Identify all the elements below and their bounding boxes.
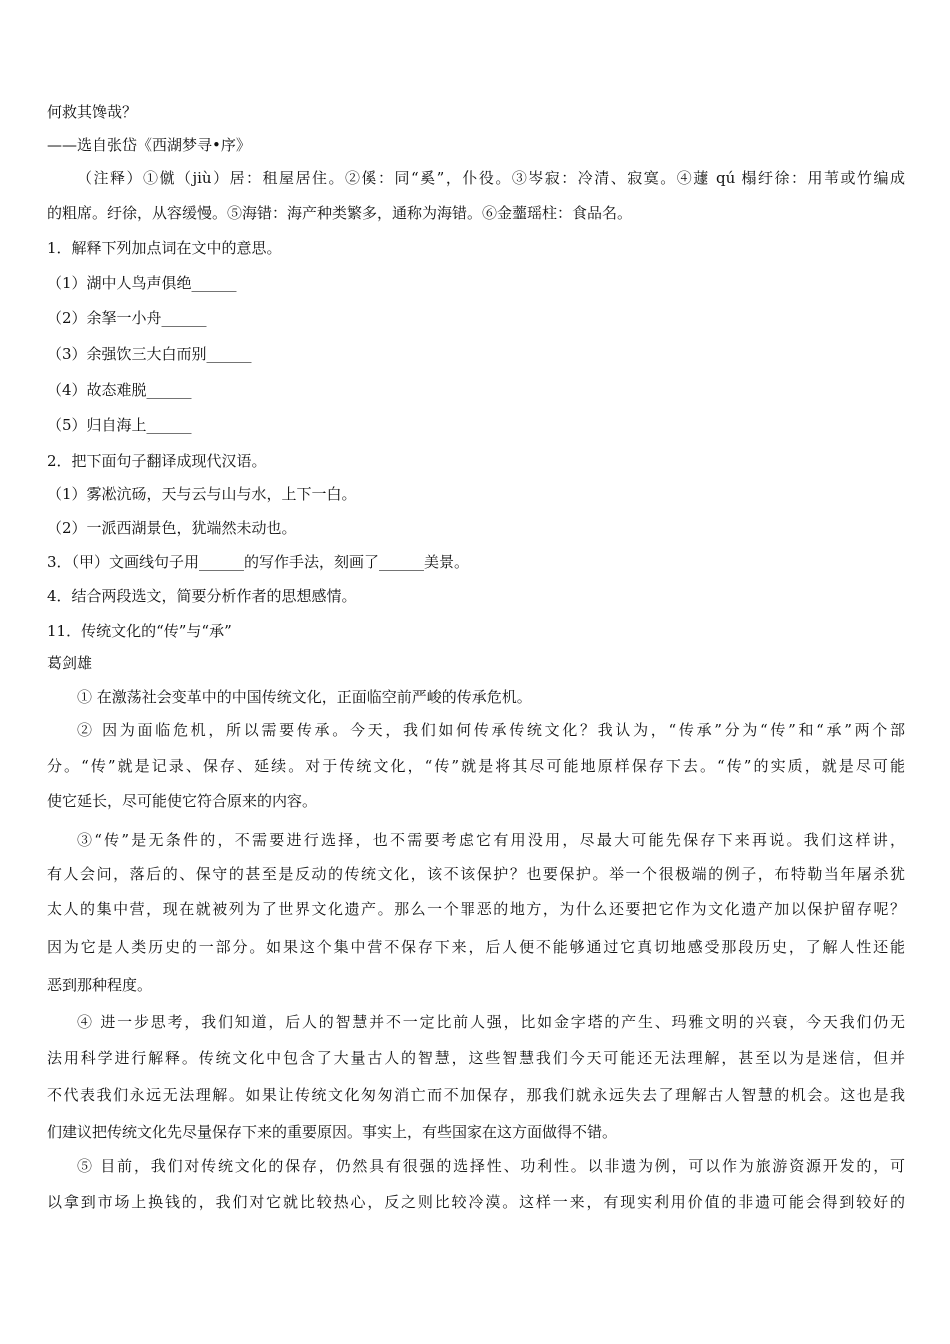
question-1-item: （3）余强饮三大白而别______: [47, 345, 252, 363]
article-author: 葛剑雄: [47, 654, 93, 672]
paragraph-4: 法用科学进行解释。传统文化中包含了大量古人的智慧，这些智慧我们今天可能还无法理解，甚至以为是迷信，但并: [47, 1049, 905, 1067]
paragraph-4: 不代表我们永远无法理解。如果让传统文化匆匆消亡而不加保存，那我们就永远失去了理解古人智慧的机会。这也是我: [47, 1086, 905, 1104]
paragraph-1: ① 在激荡社会变革中的中国传统文化，正面临空前严峻的传承危机。: [77, 688, 532, 706]
paragraph-5: ⑤ 目前，我们对传统文化的保存，仍然具有很强的选择性、功利性。以非遗为例，可以作为旅游资源开发的，可: [77, 1157, 905, 1175]
question-4: 4．结合两段选文，简要分析作者的思想感情。: [47, 587, 357, 605]
question-1-item: （2）余拏一小舟______: [47, 309, 207, 327]
annotation-line: 的粗席。纡徐，从容缓慢。⑤海错：海产种类繁多，通称为海错。⑥金虀瑶柱：食品名。: [47, 204, 633, 222]
paragraph-3: 恶到那种程度。: [47, 976, 153, 994]
question-1-item: （4）故态难脱______: [47, 381, 192, 399]
paragraph-3: 有人会问，落后的、保守的甚至是反动的传统文化，该不该保护？也要保护。举一个很极端的例子，布特勒当年屠杀犹: [47, 865, 905, 883]
paragraph-2: 分。“传”就是记录、保存、延续。对于传统文化，“传”就是将其尽可能地原样保存下去。“传”的实质，就是尽可能: [47, 757, 905, 775]
article-title: 11．传统文化的“传”与“承”: [47, 622, 232, 640]
paragraph-2: ② 因为面临危机，所以需要传承。今天，我们如何传承传统文化？我认为，“传承”分为“传”和“承”两个部: [77, 721, 905, 739]
paragraph-2: 使它延长，尽可能使它符合原来的内容。: [47, 792, 318, 810]
paragraph-5: 以拿到市场上换钱的，我们对它就比较热心，反之则比较冷漠。这样一来，有现实利用价值的非遗可能会得到较好的: [47, 1193, 905, 1211]
question-3: 3．（甲）文画线句子用______的写作手法，刻画了______美景。: [47, 553, 470, 571]
question-2: 2．把下面句子翻译成现代汉语。: [47, 452, 267, 470]
question-1-item: （1）湖中人鸟声俱绝______: [47, 274, 237, 292]
paragraph-3: ③“传”是无条件的，不需要进行选择，也不需要考虑它有用没用，尽最大可能先保存下来再说。我们这样讲，: [77, 831, 905, 849]
annotation-line: （注释）①僦（jiù）居：租屋居住。②傒：同“奚”，仆役。③岑寂：冷清、寂寞。④蘧 qú 榻纡徐：用苇或竹编成: [77, 169, 905, 187]
paragraph-3: 因为它是人类历史的一部分。如果这个集中营不保存下来，后人便不能够通过它真切地感受那段历史，了解人性还能: [47, 938, 905, 956]
question-1: 1．解释下列加点词在文中的意思。: [47, 239, 282, 257]
text-line: 何救其馋哉？: [47, 103, 138, 121]
source-citation: ——选自张岱《西湖梦寻•序》: [47, 136, 251, 154]
paragraph-4: ④ 进一步思考，我们知道，后人的智慧并不一定比前人强，比如金字塔的产生、玛雅文明的兴衰，今天我们仍无: [77, 1013, 905, 1031]
question-2-item: （2）一派西湖景色，犹端然未动也。: [47, 519, 297, 537]
question-2-item: （1）雾凇沆砀，天与云与山与水，上下一白。: [47, 485, 357, 503]
paragraph-4: 们建议把传统文化先尽量保存下来的重要原因。事实上，有些国家在这方面做得不错。: [47, 1123, 618, 1141]
paragraph-3: 太人的集中营，现在就被列为了世界文化遗产。那么一个罪恶的地方，为什么还要把它作为文化遗产加以保护留存呢？: [47, 900, 905, 918]
question-1-item: （5）归自海上______: [47, 416, 192, 434]
